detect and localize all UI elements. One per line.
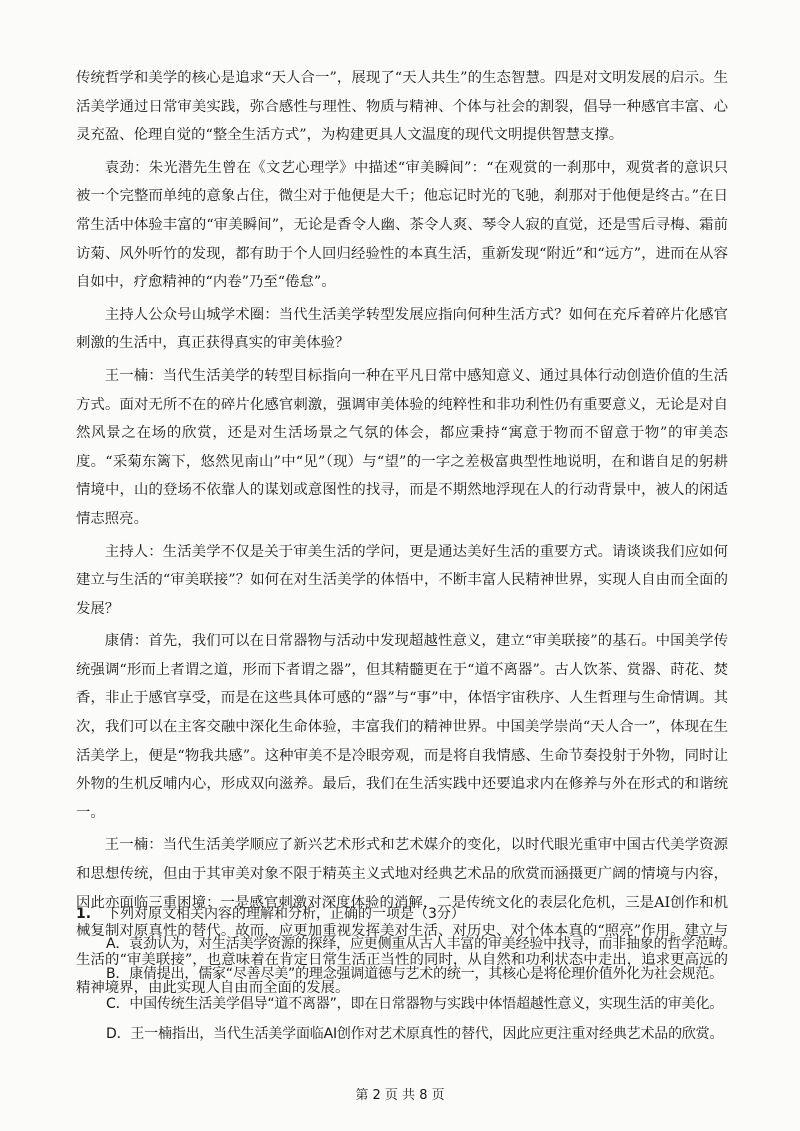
article-paragraph: 康倩：首先，我们可以在日常器物与活动中发现超越性意义，建立“审美联接”的基石。中国美学传统强调“形而上者谓之道，形而下者谓之器”，但其精髓更在于“道不离器”。古人饮茶、赏器、莳花、焚香，非止于感官享受，而是在这些具体可感的“器”与“事”中，体悟宇宙秩序、人生哲理与生命情调。其次，我们可以在主客交融中深化生命体验，丰富我们的精神世界。中国美学崇尚“天人合一”，体现在生活美学上，便是“物我共感”。这种审美不是冷眼旁观，而是将自我情感、生命节奏投射于外物，同时让外物的生机反哺内心，形成双向滋养。最后，我们在生活实践中还要追求内在修养与外在形式的和谐统一。 — [76, 633, 728, 821]
article-paragraph: 王一楠：当代生活美学的转型目标指向一种在平凡日常中感知意义、通过具体行动创造价值的生活方式。面对无所不在的碎片化感官刺激，强调审美体验的纯粹性和非功利性仍有重要意义，无论是对自然风景之在场的欣赏，还是对生活场景之气氛的体会，都应秉持“寓意于物而不留意于物”的审美态度。“采菊东篱下，悠然见南山”中“见”（现）与“望”的一字之差极富典型性地说明，在和谐自足的躬耕情境中，山的登场不依靠人的谋划或意图性的找寻，而是不期然地浮现在人的行动背景中，被人的闲适情志照亮。 — [76, 367, 728, 527]
option-a: A．袁劲认为，对生活美学资源的探绎，应更侧重从古人丰富的审美经验中找寻，而非抽象的哲学范畴。 — [106, 936, 737, 952]
question-number: 1. — [76, 906, 92, 922]
article-paragraph: 主持人公众号山城学术圈：当代生活美学转型发展应指向何种生活方式？如何在充斥着碎片化感官刺激的生活中，真正获得真实的审美体验？ — [76, 306, 728, 352]
question-stem — [76, 899, 752, 929]
article-paragraph: 主持人：生活美学不仅是关于审美生活的学问，更是通达美好生活的重要方式。请谈谈我们应如何建立与生活的“审美联接”？如何在对生活美学的体悟中，不断丰富人民精神世界，实现人自由而全面的发展？ — [76, 543, 728, 617]
option-b: B．康倩提出，儒家“尽善尽美”的理念强调道德与艺术的统一，其核心是将伦理价值外化为社会规范。 — [106, 966, 723, 982]
question-stem-text: 下列对原文相关内容的理解和分析，正确的一项是（3分） — [106, 906, 465, 922]
article-paragraph: 传统哲学和美学的核心是追求“天人合一”，展现了“天人共生”的生态智慧。四是对文明发展的启示。生活美学通过日常审美实践，弥合感性与理性、物质与精神、个体与社会的割裂，倡导一种感官丰富、心灵充盈、伦理自觉的“整全生活方式”，为构建更具人文温度的现代文明提供智慧支撑。 — [76, 70, 728, 144]
page-footer: 第 2 页 共 8 页 — [355, 1088, 445, 1103]
option-c: C．中国传统生活美学倡导“道不离器”，即在日常器物与实践中体悟超越性意义，实现生活的审美化。 — [106, 996, 724, 1012]
article-paragraph: 袁劲：朱光潜先生曾在《文艺心理学》中描述“审美瞬间”：“在观赏的一刹那中，观赏者的意识只被一个完整而单纯的意象占住，微尘对于他便是大千；他忘记时光的飞驰，刹那对于他便是终古。”在日常生活中体验丰富的“审美瞬间”，无论是香令人幽、茶令人爽、琴令人寂的直觉，还是雪后寻梅、霜前访菊、风外听竹的发现，都有助于个人回归经验性的本真生活，重新发现“附近”和“远方”，进而在从容自如中，疗愈精神的“内卷”乃至“倦怠”。 — [76, 159, 728, 291]
article-body — [76, 64, 728, 1007]
article-paragraph: 王一楠：当代生活美学顺应了新兴艺术形式和艺术媒介的变化，以时代眼光重审中国古代美学资源和思想传统，但由于其审美对象不限于精英主义式地对经典艺术品的欣赏而涵摄更广阔的情境与内容，因此亦面临三重困境：一是感官刺激对深度体验的消解，二是传统文化的表层化危机，三是AI创作和机械复制对原真性的替代。故而，应更加重视发挥美对生活、对历史、对个体本真的“照亮”作用。建立与生活的“审美联接”，也意味着在肯定日常生活正当性的同时，从自然和功利状态中走出，追求更高远的精神境界，由此实现人自由而全面的发展。 — [76, 837, 728, 997]
question-1 — [76, 899, 752, 1049]
option-d: D．王一楠指出，当代生活美学面临AI创作对艺术原真性的替代，因此应更注重对经典艺术品的欣赏。 — [106, 1026, 724, 1042]
